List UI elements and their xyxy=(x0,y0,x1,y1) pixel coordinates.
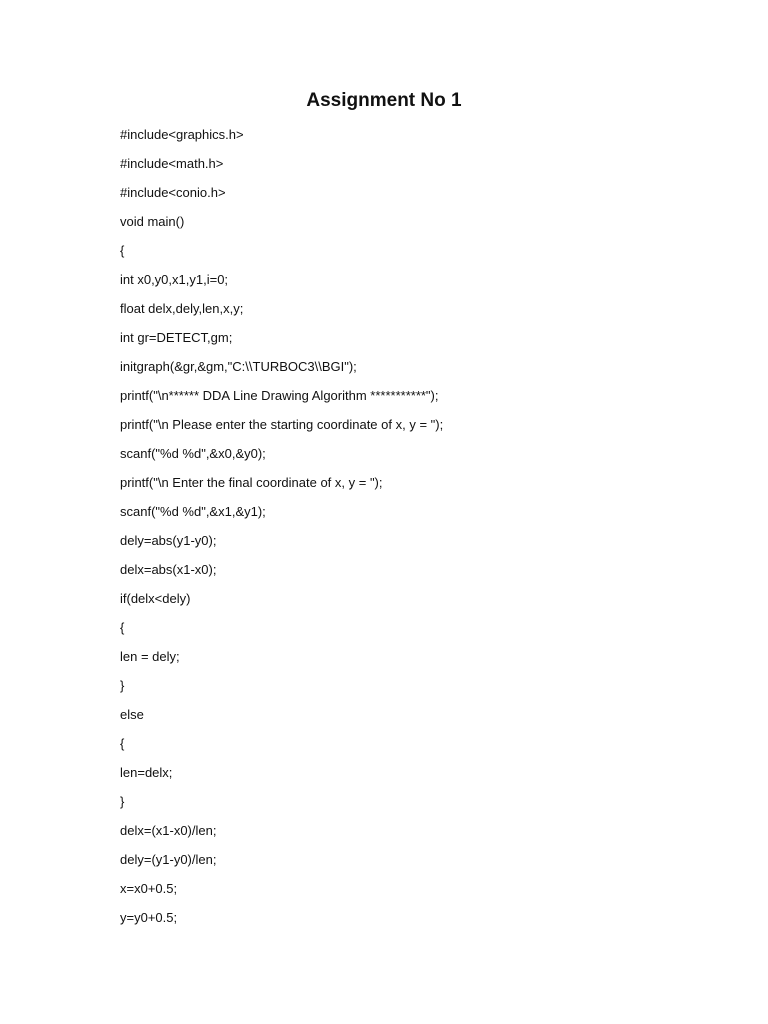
code-listing xyxy=(120,124,720,936)
code-line: printf("\n Please enter the starting coordinate of x, y = "); xyxy=(120,417,444,432)
code-line: } xyxy=(120,678,125,693)
code-line: else xyxy=(120,707,144,722)
code-line: if(delx<dely) xyxy=(120,591,191,606)
code-line: printf("\n Enter the final coordinate of x, y = "); xyxy=(120,475,383,490)
code-line: { xyxy=(120,620,125,635)
code-line: float delx,dely,len,x,y; xyxy=(120,301,244,316)
code-line: dely=abs(y1-y0); xyxy=(120,533,217,548)
code-line: initgraph(&gr,&gm,"C:\\TURBOC3\\BGI"); xyxy=(120,359,357,374)
code-line: delx=abs(x1-x0); xyxy=(120,562,217,577)
code-line: #include<math.h> xyxy=(120,156,224,171)
code-line: } xyxy=(120,794,125,809)
code-line: { xyxy=(120,736,125,751)
code-line: void main() xyxy=(120,214,185,229)
code-line: y=y0+0.5; xyxy=(120,910,178,925)
code-line: { xyxy=(120,243,125,258)
code-line: scanf("%d %d",&x0,&y0); xyxy=(120,446,266,461)
code-line: delx=(x1-x0)/len; xyxy=(120,823,217,838)
code-line: x=x0+0.5; xyxy=(120,881,178,896)
page-title: Assignment No 1 xyxy=(306,90,462,111)
code-line: int x0,y0,x1,y1,i=0; xyxy=(120,272,229,287)
code-line: #include<conio.h> xyxy=(120,185,226,200)
code-line: #include<graphics.h> xyxy=(120,127,244,142)
code-line: int gr=DETECT,gm; xyxy=(120,330,233,345)
code-line: len = dely; xyxy=(120,649,180,664)
code-line: printf("\n****** DDA Line Drawing Algorithm ***********"); xyxy=(120,388,439,403)
code-line: len=delx; xyxy=(120,765,173,780)
code-line: dely=(y1-y0)/len; xyxy=(120,852,217,867)
code-line: scanf("%d %d",&x1,&y1); xyxy=(120,504,266,519)
